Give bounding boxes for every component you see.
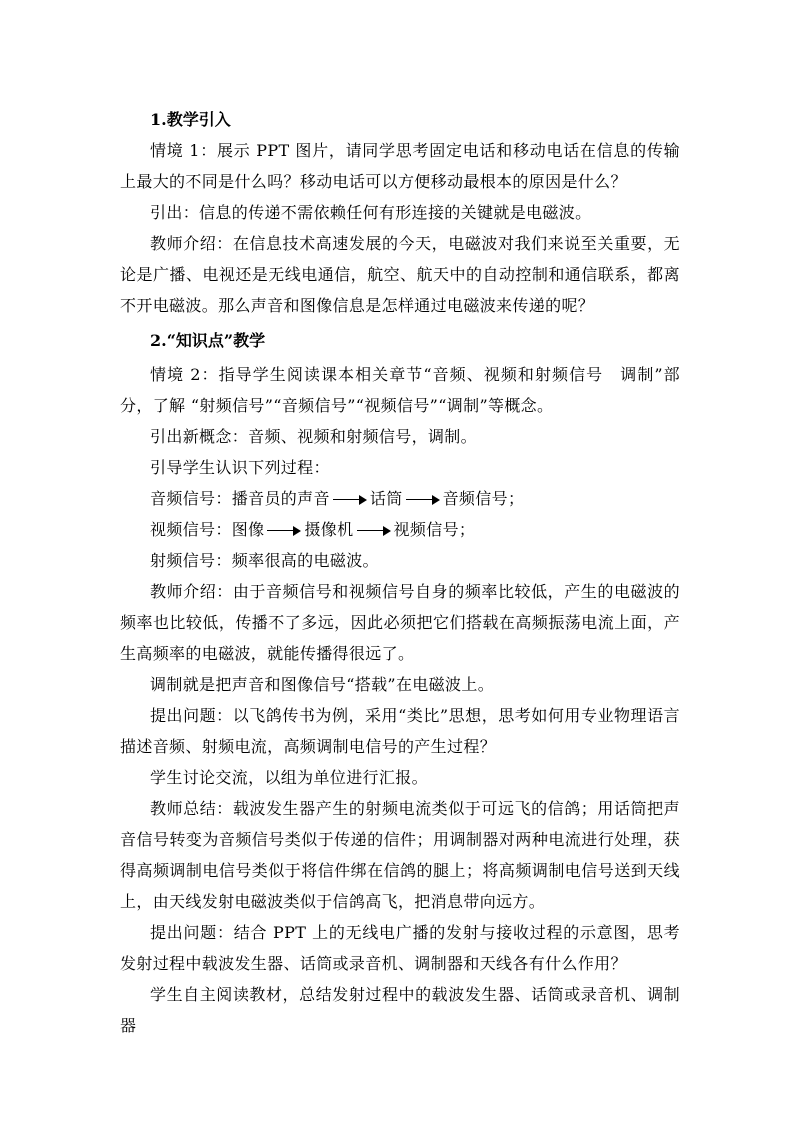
section-heading-knowledge: 2.“知识点”教学 <box>150 331 266 350</box>
new-concepts-paragraph: 引出新概念：音频、视频和射频信号，调制。 <box>150 427 478 446</box>
section-heading-intro: 1.教学引入 <box>150 110 231 129</box>
lead-out-paragraph: 引出：信息的传递不需依赖任何有形连接的关键就是电磁波。 <box>150 203 592 222</box>
teacher-intro-2-paragraph: 教师介绍：由于音频信号和视频信号自身的频率比较低，产生的电磁波的频率也比较低，传播不了多远，因此必须把它们搭载在高频振荡电流上面，产生高频率的电磁波，就能传播得很远了。 <box>120 582 680 663</box>
discussion-paragraph: 学生讨论交流，以组为单位进行汇报。 <box>150 768 428 787</box>
modulation-definition-paragraph: 调制就是把声音和图像信号“搭载”在电磁波上。 <box>150 675 495 694</box>
video-flow-step-signal: 视频信号； <box>393 520 476 539</box>
document-body <box>120 104 680 1041</box>
right-arrow-icon <box>333 495 367 505</box>
teacher-intro-paragraph: 教师介绍：在信息技术高速发展的今天，电磁波对我们来说至关重要，无论是广播、电视还是无线电通信，航空、航天中的自动控制和通信联系，都离不开电磁波。那么声音和图像信息是怎样通过电磁波来传递的呢？ <box>120 234 680 315</box>
teacher-summary-paragraph: 教师总结：载波发生器产生的射频电流类似于可远飞的信鸽；用话筒把声音信号转变为音频信号类似于传递的信件；用调制器对两种电流进行处理，获得高频调制电信号类似于将信件绑在信鸽的腿上；将高频调制电信号送到天线上，由天线发射电磁波类似于信鸽高飞，把消息带向远方。 <box>120 799 680 911</box>
audio-flow-step-signal: 音频信号； <box>442 489 525 508</box>
video-signal-flow <box>120 514 680 545</box>
self-study-paragraph: 学生自主阅读教材，总结发射过程中的载波发生器、话筒或录音机、调制器 <box>120 985 680 1035</box>
right-arrow-icon <box>406 495 440 505</box>
scenario-1-paragraph: 情境 1：展示 PPT 图片，请同学思考固定电话和移动电话在信息的传输上最大的不同是什么吗？移动电话可以方便移动最根本的原因是什么？ <box>120 141 680 191</box>
audio-flow-label: 音频信号：播音员的声音 <box>150 489 330 508</box>
right-arrow-icon <box>267 526 301 536</box>
right-arrow-icon <box>357 526 391 536</box>
video-flow-label: 视频信号：图像 <box>150 520 265 539</box>
audio-flow-step-microphone: 话筒 <box>369 489 403 508</box>
question-1-paragraph: 提出问题：以飞鸽传书为例，采用“类比”思想，思考如何用专业物理语言描述音频、射频电流，高频调制电信号的产生过程？ <box>120 706 680 756</box>
rf-signal-paragraph: 射频信号：频率很高的电磁波。 <box>150 551 379 570</box>
question-2-paragraph: 提出问题：结合 PPT 上的无线电广播的发射与接收过程的示意图，思考发射过程中载波发生器、话筒或录音机、调制器和天线各有什么作用？ <box>120 923 680 973</box>
guide-process-paragraph: 引导学生认识下列过程： <box>150 458 330 477</box>
scenario-2-paragraph: 情境 2：指导学生阅读课本相关章节“音频、视频和射频信号 调制”部分，了解 “射频信号”“音频信号”“视频信号”“调制”等概念。 <box>120 365 680 415</box>
video-flow-step-camera: 摄像机 <box>304 520 354 539</box>
audio-signal-flow <box>120 483 680 514</box>
